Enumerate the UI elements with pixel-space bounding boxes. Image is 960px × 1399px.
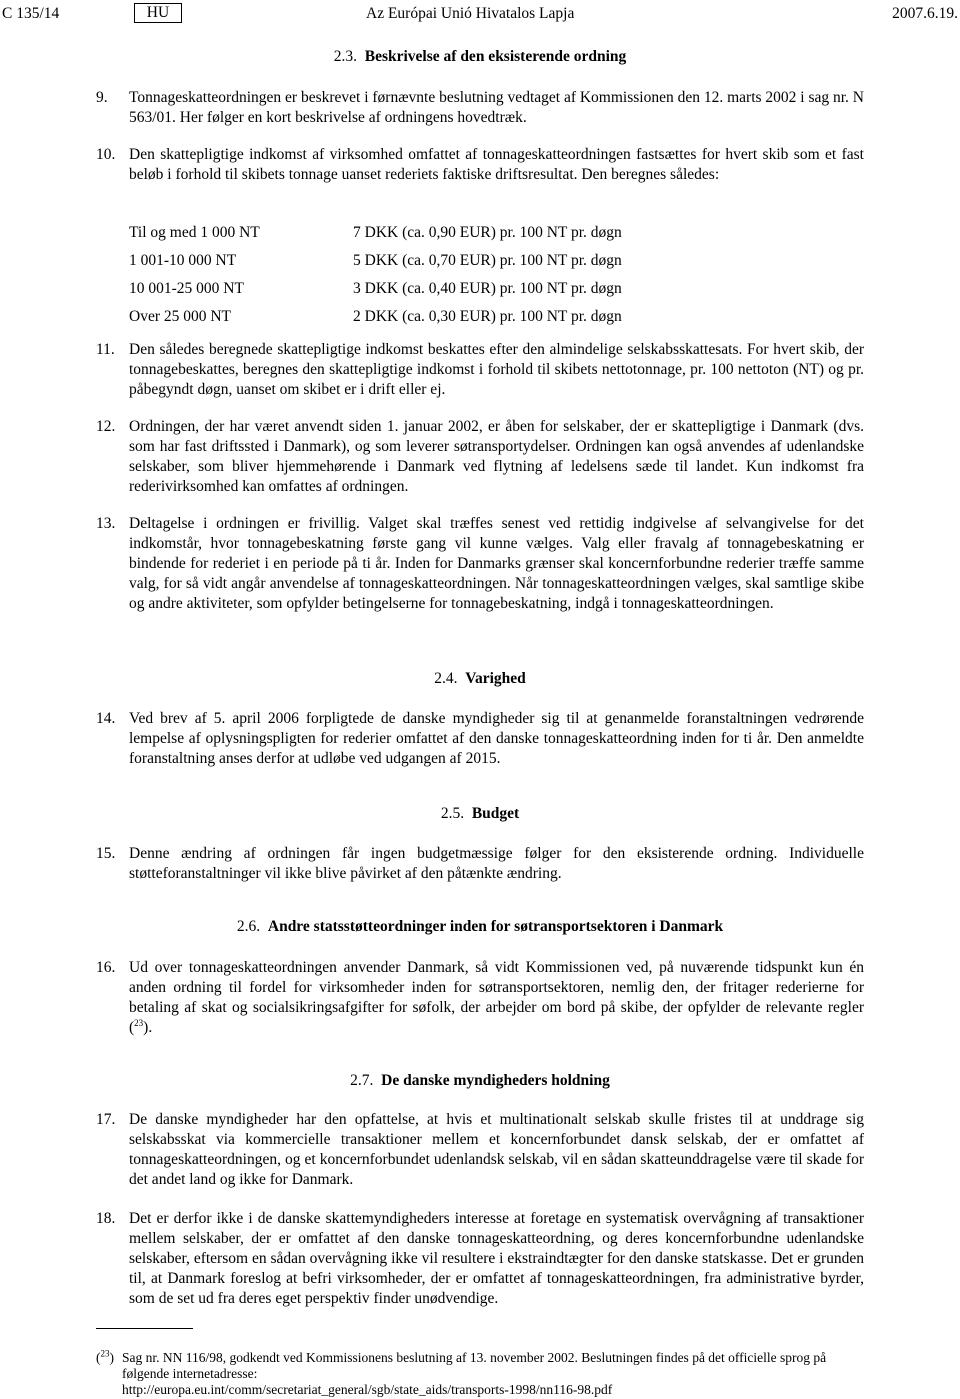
paragraph-text: Den skattepligtige indkomst af virksomhed omfattet af tonnageskatteordningen fastsættes for hvert skib som et fast beløb i forhold til skibets tonnage uanset rederiets faktiske driftsresultat. Den beregnes således: bbox=[129, 146, 864, 183]
tonnage-range: Over 25 000 NT bbox=[129, 308, 232, 325]
paragraph-text: Ved brev af 5. april 2006 forpligtede de danske myndigheder sig til at genanmelde foranstaltningen vedrørende lempelse af oplysningspligten for rederier omfattet af den danske tonnageskatteordning inden for ti år. Den anmeldte foranstaltning anses derfor at udløbe ved udgangen af 2015. bbox=[129, 710, 864, 767]
footnote-divider bbox=[96, 1328, 193, 1329]
tonnage-range: 10 001-25 000 NT bbox=[129, 280, 244, 297]
table-row bbox=[129, 307, 729, 335]
section-number: 2.5. bbox=[440, 805, 465, 822]
section-number: 2.4. bbox=[434, 670, 458, 687]
section-title: Varighed bbox=[465, 670, 526, 687]
paragraph-number: 17. bbox=[96, 1111, 116, 1128]
section-number: 2.7. bbox=[350, 1072, 374, 1089]
paragraph-18 bbox=[96, 1209, 864, 1309]
section-title: Andre statsstøtteordninger inden for søtransportsektoren i Danmark bbox=[267, 918, 724, 935]
section-heading-2-5 bbox=[0, 804, 960, 824]
tonnage-range: 1 001-10 000 NT bbox=[129, 252, 237, 269]
footnote bbox=[96, 1350, 864, 1398]
footnote-number: 23 bbox=[100, 1348, 110, 1359]
paragraph-text: Ud over tonnageskatteordningen anvender Danmark, så vidt Kommissionen ved, på nuværende tidspunkt kun én anden ordning til fordel for virksomheder inden for søtransportsektoren, nemlig den, der fritager rederierne for betaling af skat og socialsikringsafgifter for søfolk, der arbejder om bord på skibe, der opfylder de relevante regler ( bbox=[129, 959, 864, 1036]
paragraph-number: 16. bbox=[96, 959, 116, 976]
page-reference: C 135/14 bbox=[2, 5, 60, 22]
paragraph-number: 9. bbox=[96, 89, 108, 106]
paragraph-text: Denne ændring af ordningen får ingen budgetmæssige følger for den eksisterende ordning. Individuelle støtteforanstaltninger vil ikke blive påvirket af den påtænkte ændring. bbox=[129, 845, 864, 882]
section-heading-2-4 bbox=[0, 669, 960, 689]
tonnage-rate: 7 DKK (ca. 0,90 EUR) pr. 100 NT pr. døgn bbox=[353, 224, 622, 241]
footnote-body bbox=[122, 1350, 864, 1398]
paragraph-text-tail: ). bbox=[143, 1019, 153, 1036]
table-row bbox=[129, 279, 729, 307]
paragraph-number: 18. bbox=[96, 1210, 116, 1227]
paragraph-10 bbox=[96, 145, 864, 185]
paragraph-14 bbox=[96, 709, 864, 769]
section-number: 2.6. bbox=[236, 918, 261, 935]
paragraph-text-container bbox=[129, 958, 864, 1038]
paragraph-text: Ordningen, der har været anvendt siden 1. januar 2002, er åben for selskaber, der er skattepligtige i Danmark (dvs. som har fast driftssted i Danmark), og som leverer søtransportydelser. Ordningen kan også anvendes af udenlandske selskaber, som bliver hjemmehørende i Danmark ved flytning af ledelsens sæde til landet. Kun indkomst fra rederivirksomhed kan omfattes af ordningen. bbox=[129, 418, 864, 495]
section-heading-2-6 bbox=[0, 917, 960, 937]
language-badge: HU bbox=[134, 3, 182, 23]
paragraph-text: Den således beregnede skattepligtige indkomst beskattes efter den almindelige selskabsskattesats. For hvert skib, der tonnagebeskattes, beregnes den skattepligtige indkomst i forhold til skibets nettotonnage, pr. 100 nettoton (NT) og pr. påbegyndt døgn, uanset om skibet er i drift eller ej. bbox=[129, 341, 864, 398]
paragraph-number: 13. bbox=[96, 515, 116, 532]
paragraph-15 bbox=[96, 844, 864, 884]
section-heading-2-3 bbox=[0, 47, 960, 67]
footnote-url-link[interactable]: http://europa.eu.int/comm/secretariat_general/sgb/state_aids/transports-1998/nn116-98.pdf bbox=[122, 1382, 613, 1397]
paragraph-number: 12. bbox=[96, 418, 116, 435]
paragraph-9 bbox=[96, 88, 864, 128]
section-number: 2.3. bbox=[333, 48, 357, 65]
paragraph-text: De danske myndigheder har den opfattelse, at hvis et multinationalt selskab skulle fristes til at unddrage sig selskabsskat via kommercielle transaktioner mellem et koncernforbundet dansk selskab, der er omfattet af tonnageskatteordningen, og et koncernforbundet udenlandsk selskab, vil en sådan skatteunddragelse være til skade for det andet land og ikke for Danmark. bbox=[129, 1111, 864, 1188]
paragraph-number: 14. bbox=[96, 710, 116, 727]
footnote-text: Sag nr. NN 116/98, godkendt ved Kommissionens beslutning af 13. november 2002. Beslutningen findes på det officielle sprog på følgende internetadresse: bbox=[122, 1350, 827, 1381]
section-heading-2-7 bbox=[0, 1071, 960, 1091]
table-row bbox=[129, 223, 729, 251]
section-title: Budget bbox=[471, 805, 520, 822]
paragraph-17 bbox=[96, 1110, 864, 1190]
footnote-number-wrapper: ($^{23}$) bbox=[96, 1348, 114, 1365]
table-row bbox=[129, 251, 729, 279]
paragraph-number: 11. bbox=[96, 341, 115, 358]
paragraph-number: 10. bbox=[96, 146, 116, 163]
paragraph-11 bbox=[96, 340, 864, 400]
paragraph-text: Det er derfor ikke i de danske skattemyndigheders interesse at foretage en systematisk overvågning af transaktioner mellem selskaber, der er omfattet af den danske tonnageskatteordning, og deres koncernforbundne udenlandske selskaber, eftersom en sådan overvågning ikke vil resultere i ekstraindtægter for den danske statskasse. Det er grunden til, at Danmark foreslog at befri virksomheder, der er omfattet af tonnageskatteordningen, fra administrative byrder, som de set ud fra deres eget perspektiv finder unødvendige. bbox=[129, 1210, 864, 1307]
footnote-reference[interactable]: 23 bbox=[134, 1017, 144, 1028]
paragraph-13 bbox=[96, 514, 864, 614]
paragraph-text: Tonnageskatteordningen er beskrevet i førnævnte beslutning vedtaget af Kommissionen den 12. marts 2002 i sag nr. N 563/01. Her følger en kort beskrivelse af ordningens hovedtræk. bbox=[129, 89, 865, 126]
tonnage-rate: 2 DKK (ca. 0,30 EUR) pr. 100 NT pr. døgn bbox=[353, 308, 622, 325]
paragraph-12 bbox=[96, 417, 864, 497]
paragraph-number: 15. bbox=[96, 845, 116, 862]
paragraph-text: Deltagelse i ordningen er frivillig. Valget skal træffes senest ved rettidig indgivelse af selvangivelse for det indkomstår, hvor tonnagebeskatning første gang vil kunne vælges. Valg eller fravalg af tonnagebeskatning er bindende for rederiet i en periode på ti år. Inden for Danmarks grænser skal koncernforbundne rederier træffe samme valg, for så vidt angår anvendelse af tonnageskatteordningen. Når tonnageskatteordningen vælges, skal samtlige skibe og andre aktiviteter, som opfylder betingelserne for tonnagebeskatning, indgå i tonnageskatteordningen. bbox=[129, 515, 864, 612]
section-title: De danske myndigheders holdning bbox=[381, 1072, 610, 1089]
tonnage-rate: 5 DKK (ca. 0,70 EUR) pr. 100 NT pr. døgn bbox=[353, 252, 622, 269]
tonnage-rate-table bbox=[129, 223, 729, 335]
tonnage-range: Til og med 1 000 NT bbox=[129, 224, 260, 241]
publication-date: 2007.6.19. bbox=[892, 5, 958, 22]
section-title: Beskrivelse af den eksisterende ordning bbox=[364, 48, 627, 65]
paragraph-16 bbox=[96, 958, 864, 1038]
journal-title: Az Európai Unió Hivatalos Lapja bbox=[366, 5, 575, 22]
tonnage-rate: 3 DKK (ca. 0,40 EUR) pr. 100 NT pr. døgn bbox=[353, 280, 622, 297]
page-header bbox=[0, 2, 960, 24]
